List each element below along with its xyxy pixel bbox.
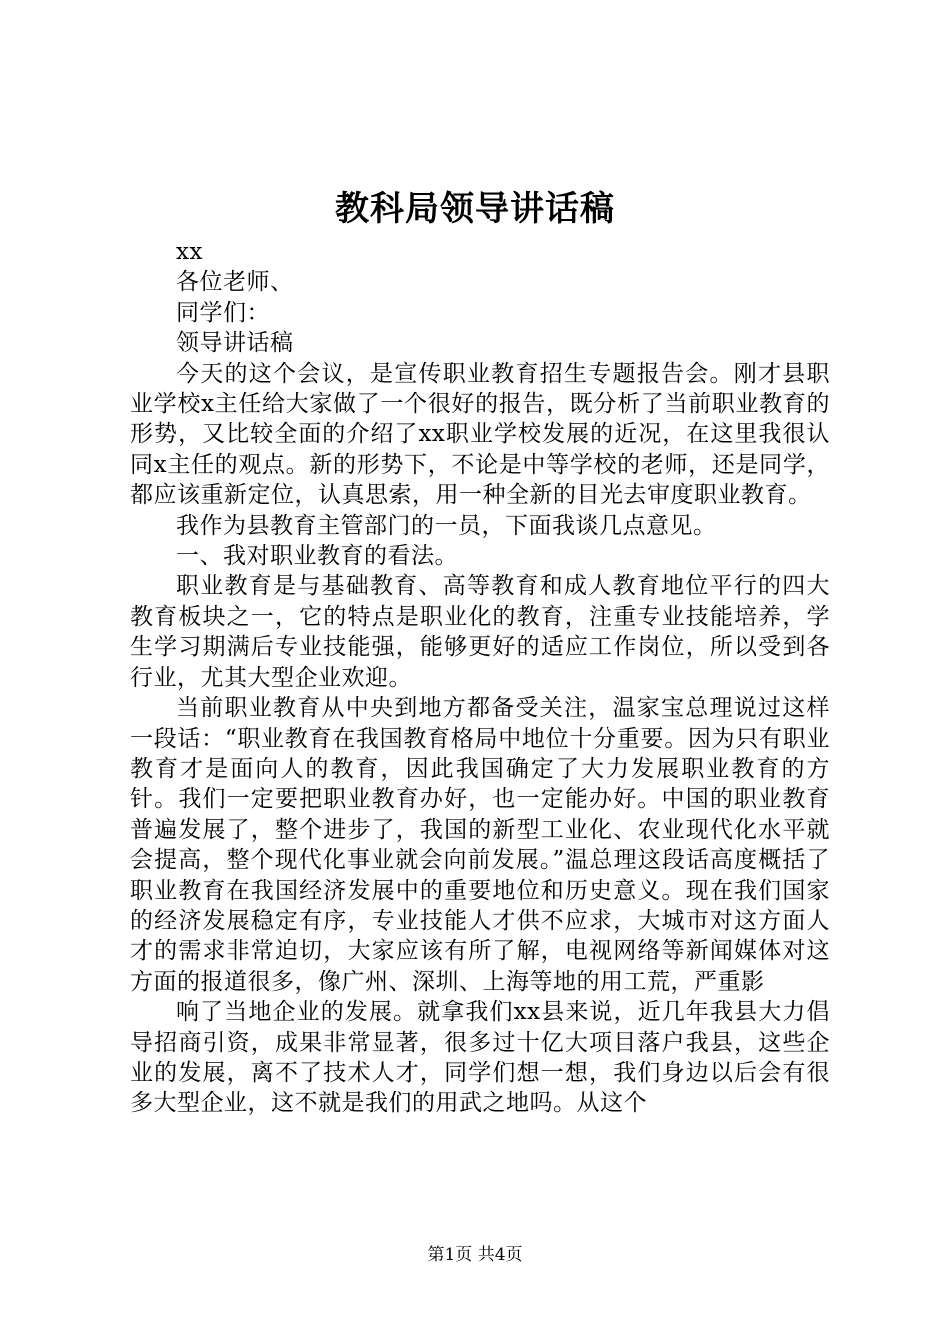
paragraph-greeting-xx: xx: [176, 239, 203, 265]
paragraph-vocational-definition: 职业教育是与基础教育、高等教育和成人教育地位平行的四大教育板块之一，它的特点是职业化的教育，注重专业技能培养，学生学习期满后专业技能强，能够更好的适应工作岗位，所以受到各行业，尤其大型企业欢迎。: [130, 573, 830, 691]
paragraph-greeting-teachers: 各位老师、: [176, 269, 294, 296]
page-number-footer: 第1页 共4页: [427, 1245, 523, 1265]
paragraph-transition: 我作为县教育主管部门的一员，下面我谈几点意见。: [176, 512, 717, 539]
paragraph-local-development: 响了当地企业的发展。就拿我们xx县来说，近几年我县大力倡导招商引资，成果非常显著，很多过十亿大项目落户我县，这些企业的发展，离不了技术人才，同学们想一想，我们身边以后会有很多大型企业，这不就是我们的用武之地吗。从这个: [130, 999, 830, 1117]
paragraph-intro: 今天的这个会议，是宣传职业教育招生专题报告会。刚才县职业学校x主任给大家做了一个很好的报告，既分析了当前职业教育的形势，又比较全面的介绍了xx职业学校发展的近况，在这里我很认同x主任的观点。新的形势下，不论是中等学校的老师，还是同学，都应该重新定位，认真思索，用一种全新的目光去审度职业教育。: [130, 360, 830, 509]
document-title: 教科局领导讲话稿: [335, 189, 615, 229]
paragraph-section-heading: 一、我对职业教育的看法。: [176, 543, 458, 570]
paragraph-premier-quote: 当前职业教育从中央到地方都备受关注，温家宝总理说过这样一段话：“职业教育在我国教育格局中地位十分重要。因为只有职业教育才是面向人的教育，因此我国确定了大力发展职业教育的方针。我们一定要把职业教育办好，也一定能办好。中国的职业教育普遍发展了，整个进步了，我国的新型工业化、农业现代化水平就会提高，整个现代化事业就会向前发展。”温总理这段话高度概括了职业教育在我国经济发展中的重要地位和历史意义。现在我们国家的经济发展稳定有序，专业技能人才供不应求，大城市对这方面人才的需求非常迫切，大家应该有所了解，电视网络等新闻媒体对这方面的报道很多，像广州、深圳、上海等地的用工荒，严重影: [130, 695, 830, 995]
paragraph-greeting-students: 同学们：: [176, 299, 270, 326]
document-body: [130, 237, 830, 1119]
paragraph-subtitle: 领导讲话稿: [176, 330, 294, 357]
